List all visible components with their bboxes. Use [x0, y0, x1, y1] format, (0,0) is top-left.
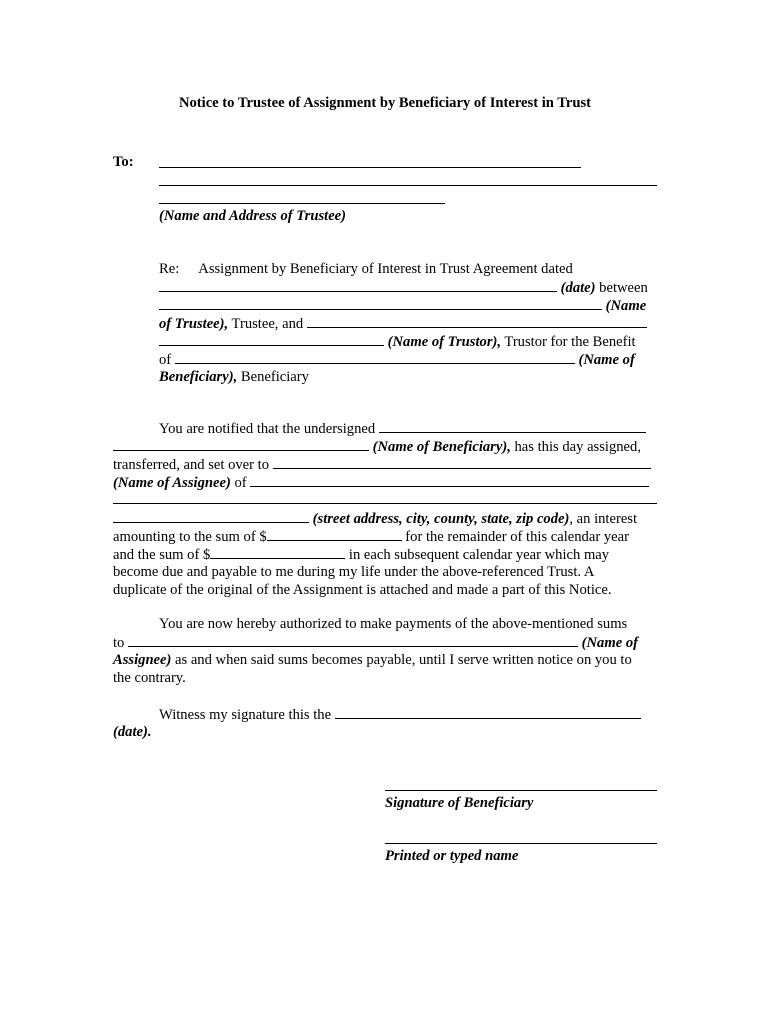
name-of-trustor-label: (Name of Trustor), — [387, 334, 502, 350]
document-title — [0, 94, 770, 112]
undersigned-blank[interactable] — [379, 419, 646, 433]
date-label: (date) — [560, 280, 596, 296]
trustor-blank[interactable] — [307, 314, 647, 328]
p2-line-4: the contrary. — [113, 670, 186, 686]
p1-line-8 — [113, 545, 770, 564]
p3-line-2 — [113, 723, 770, 741]
signature-caption: Signature of Beneficiary — [385, 795, 534, 811]
subsequent-amount-blank[interactable] — [210, 545, 345, 559]
assigned-text: has this day assigned, — [510, 439, 641, 455]
p2-name-of-label: (Name of — [581, 635, 638, 651]
p3-line-1 — [159, 705, 770, 724]
of-trustee-label: of Trustee), — [159, 316, 229, 332]
payee-blank[interactable] — [128, 633, 578, 647]
signature-line[interactable] — [385, 790, 657, 791]
witness-text: Witness my signature this the — [159, 707, 335, 723]
trustee-blank[interactable] — [159, 296, 602, 310]
beneficiary-label: Beneficiary), — [159, 369, 238, 385]
re-line-1 — [159, 260, 770, 278]
p2-line-1: You are now hereby authorized to make payments of the above-mentioned sums — [159, 616, 628, 632]
printed-name-line[interactable] — [385, 843, 657, 844]
p1-line-4 — [113, 473, 770, 492]
of-text-2: of — [230, 475, 251, 491]
agreement-date-blank[interactable] — [159, 278, 557, 292]
name-of-label-2: (Name of — [578, 352, 635, 368]
p1-line-1 — [159, 419, 770, 438]
trustee-address-line-2[interactable] — [159, 203, 445, 204]
and-sum-text: and the sum of $ — [113, 547, 211, 563]
an-interest-text: , an interest — [569, 511, 638, 527]
p2-to-text: to — [113, 635, 128, 651]
p1-intro: You are notified that the undersigned — [159, 421, 379, 437]
re-label: Re: — [159, 261, 180, 277]
address-label: (street address, city, county, state, zip code) — [312, 511, 570, 527]
re-line-2 — [159, 278, 770, 297]
printed-name-caption: Printed or typed name — [385, 848, 519, 864]
name-of-label: (Name — [605, 298, 647, 314]
beneficiary-blank[interactable] — [175, 350, 575, 364]
p3-date-label: (date). — [113, 724, 152, 740]
p2-assignee-label: Assignee) — [113, 652, 172, 668]
re-line-6 — [159, 350, 770, 369]
remainder-amount-blank[interactable] — [267, 527, 402, 541]
beneficiary-word: Beneficiary — [237, 369, 309, 385]
re-line-3 — [159, 296, 770, 315]
trustee-and-text: Trustee, and — [228, 316, 307, 332]
trustee-name-line[interactable] — [159, 167, 581, 168]
assignee-address-blank-2[interactable] — [113, 503, 657, 504]
assignee-blank[interactable] — [273, 455, 651, 469]
p1-line-6 — [113, 509, 770, 528]
p1-line-7 — [113, 527, 770, 546]
beneficiary-name-blank[interactable] — [113, 437, 369, 451]
name-of-assignee-label: (Name of Assignee) — [113, 475, 231, 491]
trustee-address-line-1[interactable] — [159, 185, 657, 186]
re-line-5 — [159, 332, 770, 351]
p2-line-3 — [113, 651, 770, 669]
amounting-text: amounting to the sum of $ — [113, 529, 267, 545]
to-label: To: — [113, 154, 134, 170]
trustor-blank-2[interactable] — [159, 332, 384, 346]
witness-date-blank[interactable] — [335, 705, 641, 719]
p1-line-3 — [113, 455, 770, 474]
p2-line-2 — [113, 633, 770, 652]
title-text: Notice to Trustee of Assignment by Beneficiary of Interest in Trust — [178, 95, 592, 111]
each-year-text: in each subsequent calendar year which may — [345, 547, 610, 563]
as-and-when-text: as and when said sums becomes payable, until I serve written notice on you to — [171, 652, 632, 668]
between-text: between — [595, 280, 648, 296]
of-text: of — [159, 352, 175, 368]
assignee-address-blank-1[interactable] — [250, 473, 649, 487]
transferred-text: transferred, and set over to — [113, 457, 273, 473]
trustor-for-text: Trustor for the Benefit — [501, 334, 636, 350]
assignee-address-blank-3[interactable] — [113, 509, 309, 523]
re-subject: Assignment by Beneficiary of Interest in Trust Agreement dated — [198, 261, 573, 277]
re-line-7 — [159, 368, 770, 386]
re-line-4 — [159, 314, 770, 333]
p1-line-10: duplicate of the original of the Assignment is attached and made a part of this Notice. — [113, 582, 612, 598]
p1-line-2 — [113, 437, 770, 456]
remainder-text: for the remainder of this calendar year — [401, 529, 629, 545]
p1-line-9: become due and payable to me during my life under the above-referenced Trust. A — [113, 564, 595, 580]
trustee-caption: (Name and Address of Trustee) — [159, 208, 347, 224]
name-of-beneficiary-label: (Name of Beneficiary), — [372, 439, 511, 455]
